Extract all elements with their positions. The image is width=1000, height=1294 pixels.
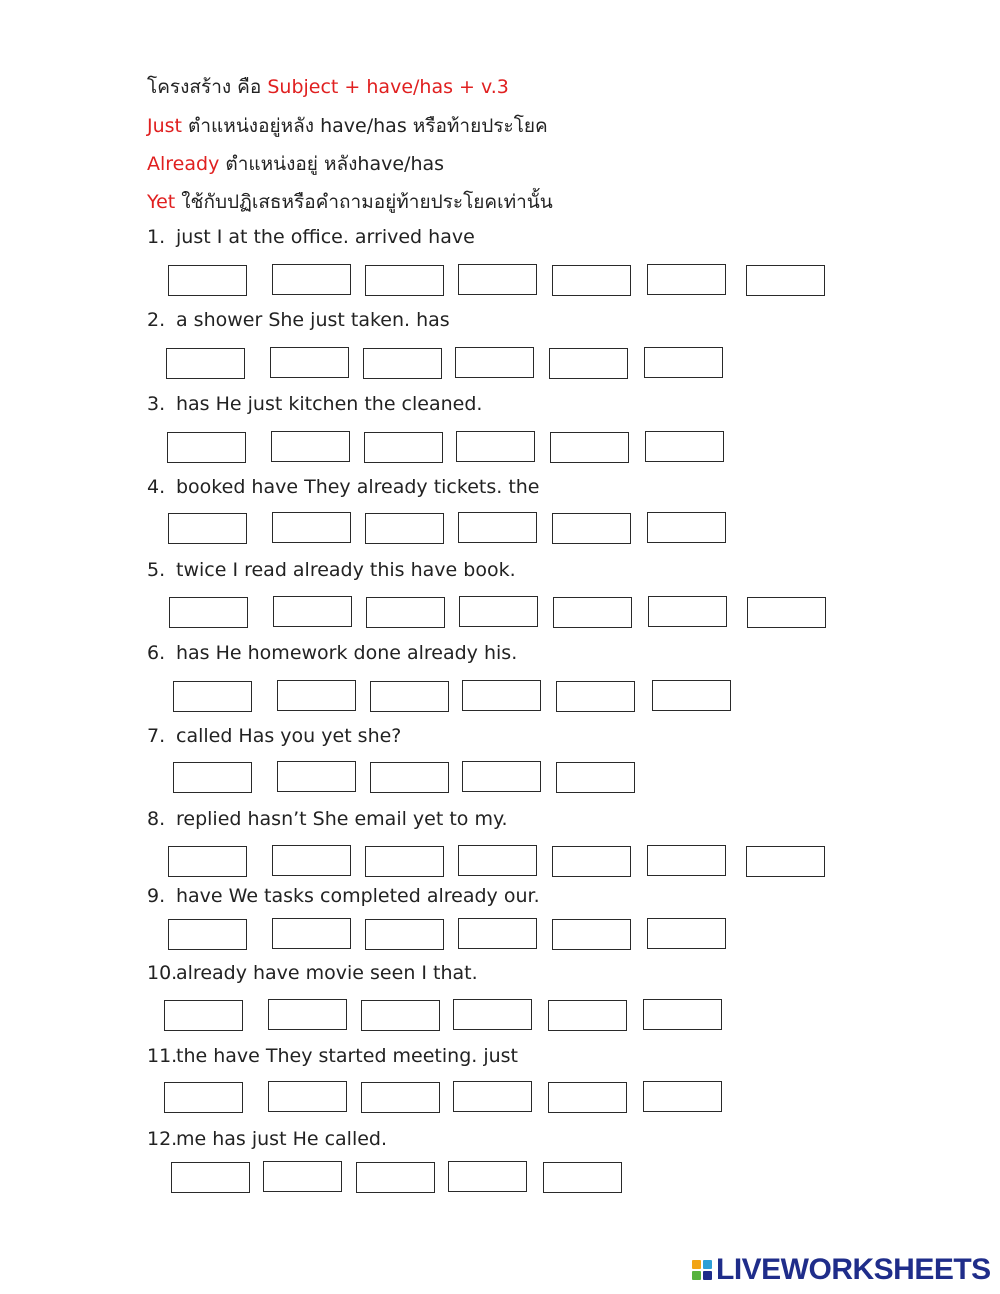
question-number: 1. <box>147 226 166 248</box>
question-text: twice I read already this have book. <box>176 559 516 581</box>
question-number: 9. <box>147 885 166 907</box>
question-number: 8. <box>147 808 166 830</box>
rule-just-keyword: Just <box>147 115 182 137</box>
answer-box-q2-3[interactable] <box>363 348 442 379</box>
answer-box-q12-2[interactable] <box>263 1161 342 1192</box>
answer-box-q1-5[interactable] <box>552 265 631 296</box>
answer-box-q7-2[interactable] <box>277 761 356 792</box>
question-4 <box>147 476 540 498</box>
answer-box-q8-1[interactable] <box>168 846 247 877</box>
answer-box-q6-1[interactable] <box>173 681 252 712</box>
answer-box-q1-1[interactable] <box>168 265 247 296</box>
question-8 <box>147 808 508 830</box>
rule-already <box>147 149 444 179</box>
answer-box-q8-7[interactable] <box>746 846 825 877</box>
rule-yet-text: ใช้กับปฏิเสธหรือคำถามอยู่ท้ายประโยคเท่านั้น <box>175 191 553 213</box>
answer-box-q8-2[interactable] <box>272 845 351 876</box>
answer-box-q5-1[interactable] <box>169 597 248 628</box>
answer-box-q2-4[interactable] <box>455 347 534 378</box>
answer-box-q4-4[interactable] <box>458 512 537 543</box>
question-1 <box>147 226 475 248</box>
answer-box-q4-5[interactable] <box>552 513 631 544</box>
answer-box-q3-2[interactable] <box>271 431 350 462</box>
answer-box-q10-2[interactable] <box>268 999 347 1030</box>
answer-box-q5-5[interactable] <box>553 597 632 628</box>
answer-box-q3-5[interactable] <box>550 432 629 463</box>
question-text: has He homework done already his. <box>176 642 518 664</box>
rule-just <box>147 111 548 141</box>
question-number: 3. <box>147 393 166 415</box>
answer-box-q3-4[interactable] <box>456 431 535 462</box>
answer-box-q11-3[interactable] <box>361 1082 440 1113</box>
answer-box-q11-5[interactable] <box>548 1082 627 1113</box>
rule-already-keyword: Already <box>147 153 220 175</box>
answer-box-q12-4[interactable] <box>448 1161 527 1192</box>
question-text: have We tasks completed already our. <box>176 885 540 907</box>
answer-box-q1-2[interactable] <box>272 264 351 295</box>
answer-box-q7-4[interactable] <box>462 761 541 792</box>
answer-box-q10-3[interactable] <box>361 1000 440 1031</box>
answer-box-q8-5[interactable] <box>552 846 631 877</box>
answer-box-q4-1[interactable] <box>168 513 247 544</box>
answer-box-q5-4[interactable] <box>459 596 538 627</box>
question-9 <box>147 885 540 907</box>
answer-box-q2-1[interactable] <box>166 348 245 379</box>
logo-text: LIVEWORKSHEETS <box>716 1253 991 1286</box>
question-text: me has just He called. <box>176 1128 388 1150</box>
question-text: replied hasn’t She email yet to my. <box>176 808 508 830</box>
rule-yet-keyword: Yet <box>147 191 176 213</box>
answer-box-q5-2[interactable] <box>273 596 352 627</box>
answer-box-q5-6[interactable] <box>648 596 727 627</box>
answer-box-q5-3[interactable] <box>366 597 445 628</box>
answer-box-q3-3[interactable] <box>364 432 443 463</box>
answer-box-q9-2[interactable] <box>272 918 351 949</box>
question-text: called Has you yet she? <box>176 725 402 747</box>
rule-structure <box>147 72 509 102</box>
answer-box-q9-6[interactable] <box>647 918 726 949</box>
answer-box-q9-5[interactable] <box>552 919 631 950</box>
question-number: 2. <box>147 309 166 331</box>
liveworksheets-logo <box>692 1254 991 1286</box>
answer-box-q10-6[interactable] <box>643 999 722 1030</box>
rule-just-text: ตำแหน่งอยู่หลัง have/has หรือท้ายประโยค <box>182 115 548 137</box>
answer-box-q10-4[interactable] <box>453 999 532 1030</box>
question-text: a shower She just taken. has <box>176 309 450 331</box>
answer-box-q2-5[interactable] <box>549 348 628 379</box>
answer-box-q9-1[interactable] <box>168 919 247 950</box>
question-text: already have movie seen I that. <box>176 962 478 984</box>
answer-box-q7-5[interactable] <box>556 762 635 793</box>
answer-box-q1-3[interactable] <box>365 265 444 296</box>
answer-box-q8-4[interactable] <box>458 845 537 876</box>
answer-box-q9-3[interactable] <box>365 919 444 950</box>
answer-box-q2-6[interactable] <box>644 347 723 378</box>
question-number: 7. <box>147 725 166 747</box>
question-7 <box>147 725 401 747</box>
answer-box-q6-4[interactable] <box>462 680 541 711</box>
question-6 <box>147 642 517 664</box>
question-text: booked have They already tickets. the <box>176 476 540 498</box>
question-5 <box>147 559 516 581</box>
question-text: the have They started meeting. just <box>176 1045 519 1067</box>
answer-box-q12-5[interactable] <box>543 1162 622 1193</box>
answer-box-q3-6[interactable] <box>645 431 724 462</box>
question-number: 4. <box>147 476 166 498</box>
answer-box-q7-3[interactable] <box>370 762 449 793</box>
question-number: 6. <box>147 642 166 664</box>
rule-yet <box>147 187 553 217</box>
answer-box-q6-5[interactable] <box>556 681 635 712</box>
answer-box-q6-6[interactable] <box>652 680 731 711</box>
answer-box-q11-6[interactable] <box>643 1081 722 1112</box>
question-text: just I at the office. arrived have <box>176 226 475 248</box>
question-3 <box>147 393 482 415</box>
rule-structure-formula: Subject + have/has + v.3 <box>267 76 509 98</box>
question-text: has He just kitchen the cleaned. <box>176 393 483 415</box>
answer-box-q5-7[interactable] <box>747 597 826 628</box>
question-number: 5. <box>147 559 166 581</box>
answer-box-q12-3[interactable] <box>356 1162 435 1193</box>
rule-structure-prefix: โครงสร้าง คือ <box>147 76 268 98</box>
answer-box-q6-3[interactable] <box>370 681 449 712</box>
liveworksheets-logo-icon <box>692 1260 712 1280</box>
answer-box-q11-1[interactable] <box>164 1082 243 1113</box>
answer-box-q7-1[interactable] <box>173 762 252 793</box>
question-10 <box>147 962 478 984</box>
question-number: 10. <box>147 962 178 984</box>
question-12 <box>147 1128 387 1150</box>
answer-box-q11-4[interactable] <box>453 1081 532 1112</box>
answer-box-q10-5[interactable] <box>548 1000 627 1031</box>
answer-box-q3-1[interactable] <box>167 432 246 463</box>
rule-already-text: ตำแหน่งอยู่ หลังhave/has <box>219 153 445 175</box>
answer-box-q8-6[interactable] <box>647 845 726 876</box>
answer-box-q8-3[interactable] <box>365 846 444 877</box>
answer-box-q1-6[interactable] <box>647 264 726 295</box>
answer-box-q4-6[interactable] <box>647 512 726 543</box>
answer-box-q1-4[interactable] <box>458 264 537 295</box>
answer-box-q1-7[interactable] <box>746 265 825 296</box>
answer-box-q11-2[interactable] <box>268 1081 347 1112</box>
answer-box-q4-2[interactable] <box>272 512 351 543</box>
answer-box-q6-2[interactable] <box>277 680 356 711</box>
answer-box-q4-3[interactable] <box>365 513 444 544</box>
answer-box-q9-4[interactable] <box>458 918 537 949</box>
answer-box-q12-1[interactable] <box>171 1162 250 1193</box>
question-number: 11. <box>147 1045 178 1067</box>
answer-box-q2-2[interactable] <box>270 347 349 378</box>
question-11 <box>147 1045 518 1067</box>
question-2 <box>147 309 450 331</box>
answer-box-q10-1[interactable] <box>164 1000 243 1031</box>
question-number: 12. <box>147 1128 178 1150</box>
